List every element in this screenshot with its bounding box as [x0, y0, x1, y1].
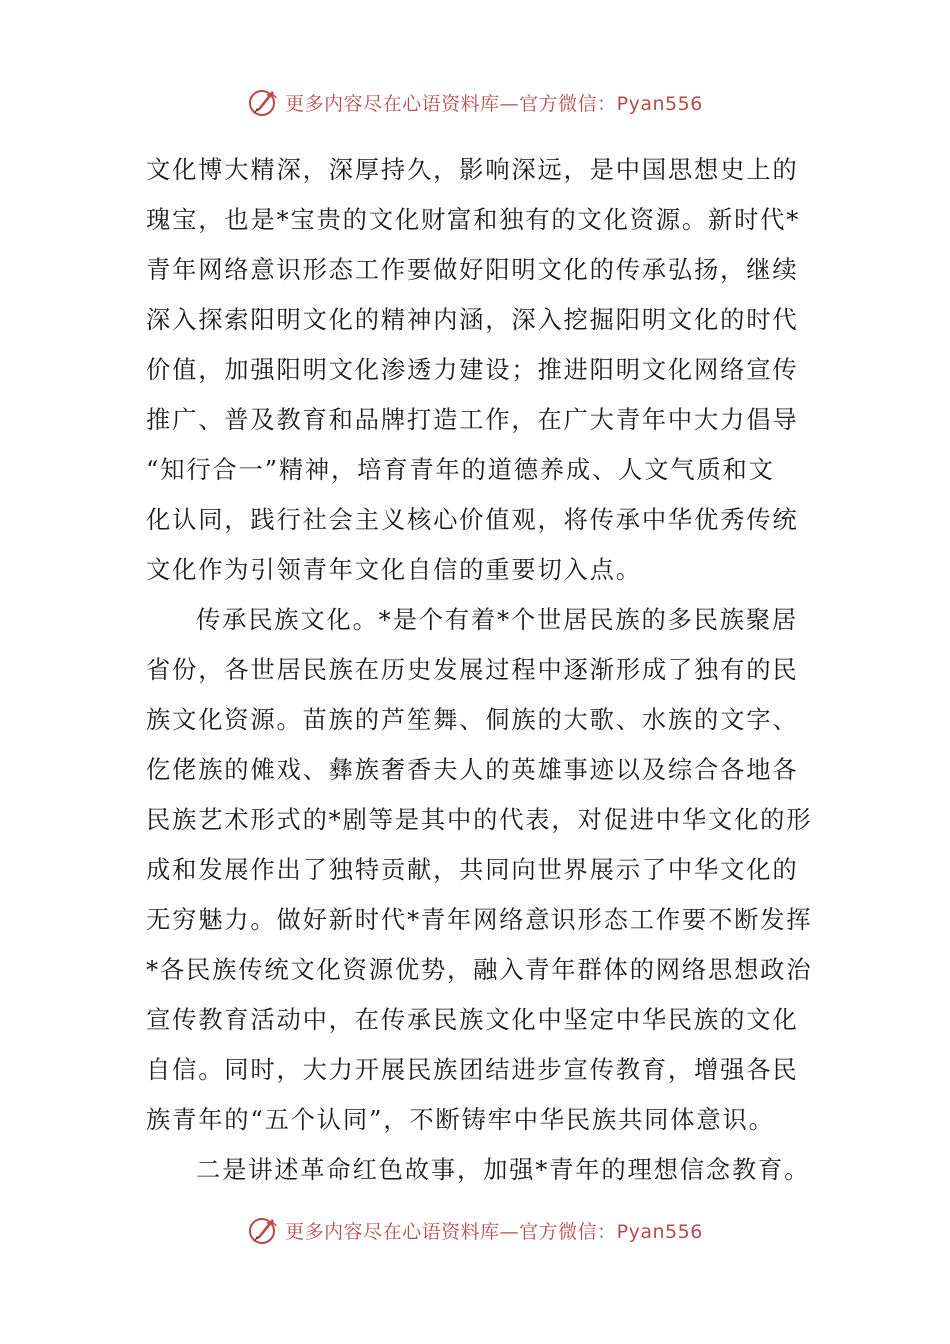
watermark-text: 更多内容尽在心语资料库—官方微信：Pyan556: [285, 92, 703, 115]
footer-watermark-banner: [0, 1210, 950, 1250]
quill-logo-icon: [247, 1214, 279, 1246]
text-line: 族文化资源。苗族的芦笙舞、侗族的大歌、水族的文字、: [146, 705, 799, 734]
text-line: 自信。同时，大力开展民族团结进步宣传教育，增强各民: [146, 1055, 799, 1084]
text-line: 文化作为引领青年文化自信的重要切入点。: [146, 555, 642, 584]
text-line: 深入探索阳明文化的精神内涵，深入挖掘阳明文化的时代: [146, 305, 799, 334]
text-line: 无穷魅力。做好新时代*青年网络意识形态工作要不断发挥: [146, 905, 813, 934]
text-line: 青年网络意识形态工作要做好阳明文化的传承弘扬，继续: [146, 255, 799, 284]
text-line: 瑰宝，也是*宝贵的文化财富和独有的文化资源。新时代*: [146, 205, 801, 234]
quill-logo-icon: [247, 86, 279, 118]
wechat-id: Pyan556: [616, 1220, 703, 1243]
text-line: 成和发展作出了独特贡献，共同向世界展示了中华文化的: [146, 855, 799, 884]
text-line: 价值，加强阳明文化渗透力建设；推进阳明文化网络宣传: [146, 355, 799, 384]
watermark-text: 更多内容尽在心语资料库—官方微信：Pyan556: [285, 1220, 703, 1243]
text-line: 民族艺术形式的*剧等是其中的代表，对促进中华文化的形: [146, 805, 813, 834]
paragraph-heading-line: 传承民族文化。*是个有着*个世居民族的多民族聚居: [196, 605, 799, 634]
text-line: 省份，各世居民族在历史发展过程中逐渐形成了独有的民: [146, 655, 799, 684]
text-line: 文化博大精深，深厚持久，影响深远，是中国思想史上的: [146, 155, 799, 184]
header-watermark-banner: [0, 82, 950, 122]
text-line: “知行合一”精神，培育青年的道德养成、人文气质和文: [146, 455, 775, 484]
text-line: 族青年的“五个认同”，不断铸牢中华民族共同体意识。: [146, 1105, 775, 1134]
text-line: *各民族传统文化资源优势，融入青年群体的网络思想政治: [146, 955, 813, 984]
document-body: [146, 145, 818, 1195]
text-line: 宣传教育活动中，在传承民族文化中坚定中华民族的文化: [146, 1005, 799, 1034]
text-line: 仡佬族的傩戏、彝族奢香夫人的英雄事迹以及综合各地各: [146, 755, 799, 784]
text-line: 推广、普及教育和品牌打造工作，在广大青年中大力倡导: [146, 405, 799, 434]
text-line: 化认同，践行社会主义核心价值观，将传承中华优秀传统: [146, 505, 799, 534]
wechat-id: Pyan556: [616, 92, 703, 115]
section-heading-line: 二是讲述革命红色故事，加强*青年的理想信念教育。: [196, 1155, 811, 1184]
